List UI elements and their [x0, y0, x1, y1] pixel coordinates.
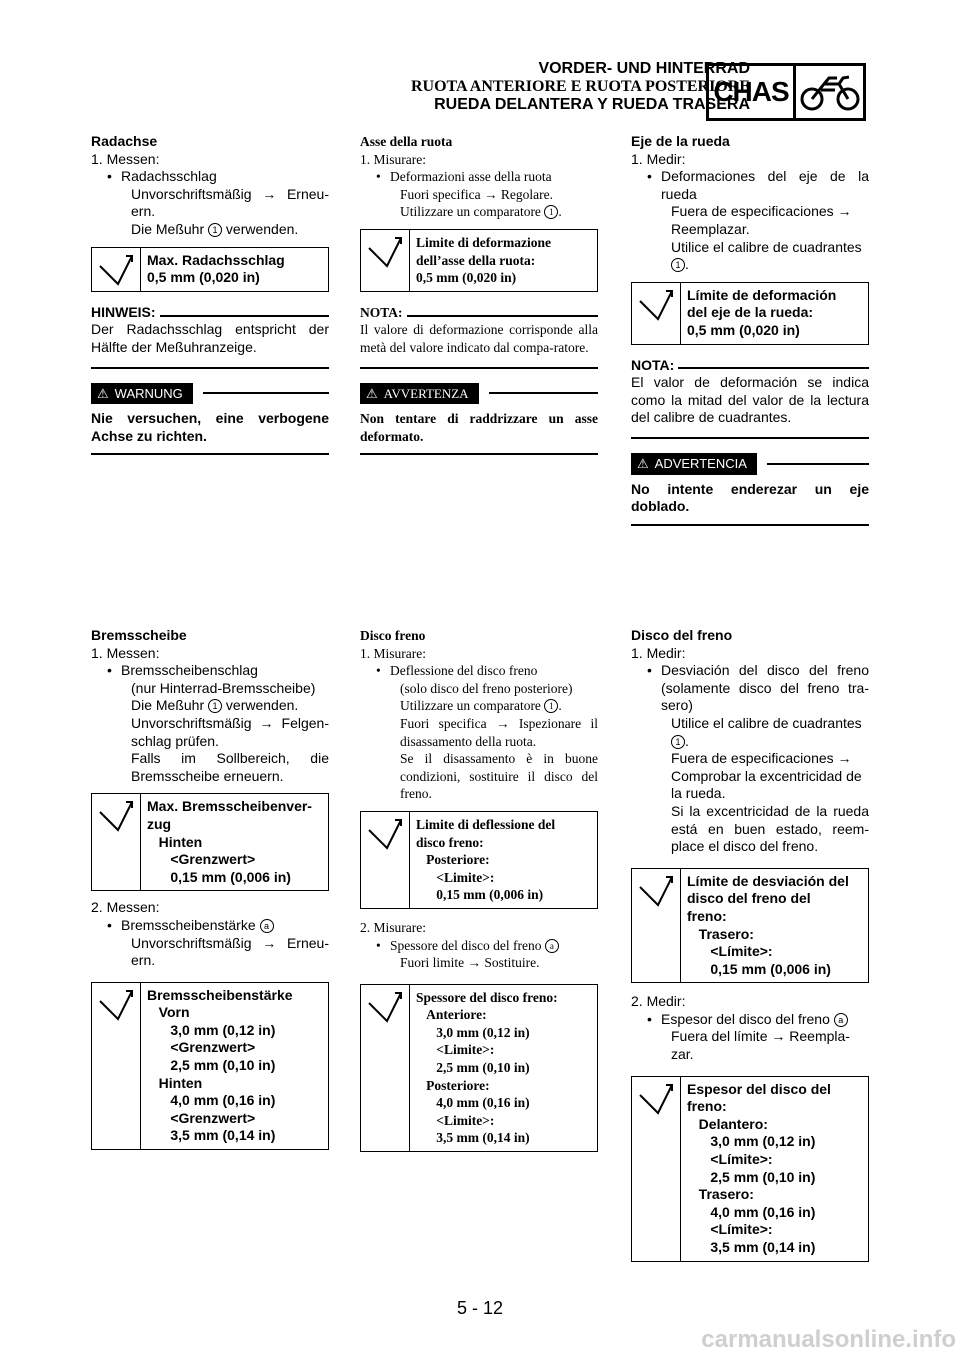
step-1: 1. Medir:	[631, 150, 686, 167]
section-tab	[706, 63, 866, 121]
instruction-text: Die Meßuhr 1 verwenden.	[131, 697, 299, 714]
step-1: 1. Misurare:	[360, 151, 426, 167]
warning-badge: ⚠ WARNUNG	[91, 383, 193, 405]
spec-text: Límite de deformación del eje de la rueda: 0,5 mm (0,020 in)	[687, 286, 837, 338]
instruction-text: Falls im Sollbereich, die Bremsscheibe erneuern.	[131, 750, 329, 784]
marker-1-icon: 1	[544, 205, 558, 219]
warning-icon: ⚠	[366, 385, 378, 401]
section-title: Asse della ruota	[360, 134, 453, 149]
instruction-text: Fuori limite → Sostituire.	[400, 955, 540, 971]
marker-a-icon: a	[260, 919, 274, 933]
spec-text: Bremsscheibenstärke Vorn 3,0 mm (0,12 in) <Grenzwert> 2,5 mm (0,10 in) Hinten 4,0 mm (0,16 in) <Grenzwert> 3,5 mm (0,14 in)	[147, 986, 293, 1144]
spec-text: Max. Radachsschlag 0,5 mm (0,020 in)	[147, 251, 285, 286]
warning-box	[631, 453, 869, 526]
warning-text: No intente enderezar un eje doblado.	[631, 475, 869, 526]
wrench-icon	[632, 1077, 681, 1261]
instruction-text: Utilizzare un comparatore 1 .	[400, 698, 562, 714]
warning-text: Nie versuchen, eine verbogene Achse zu richten.	[91, 404, 329, 455]
step-1: 1. Messen:	[91, 150, 160, 167]
wrench-icon	[92, 983, 141, 1149]
es-axle-section	[631, 133, 869, 526]
instruction-text-2: Utilizzare un comparatore 1 .	[400, 204, 562, 220]
instruction-text: Fuori specifica → Regolare.	[400, 186, 553, 202]
wrench-icon	[632, 869, 681, 983]
wrench-icon	[92, 248, 141, 291]
instruction-text: Unvorschriftsmäßig → Erneu-ern.	[131, 934, 329, 969]
instruction-text-2: Utilice el calibre de cuadrantes 1 .	[671, 238, 862, 273]
step-1: 1. Medir:	[631, 644, 686, 661]
it-brake-disc-section	[360, 627, 598, 1160]
wrench-icon	[361, 230, 410, 291]
instruction-text: (solo disco del freno posteriore)	[400, 680, 573, 696]
bullet-item: • Spessore del disco del freno a	[360, 937, 598, 955]
note-text: Il valore di deformazione corrisponde alla metà del valore indicato dal compa-ratore.	[360, 321, 598, 368]
section-title: Radachse	[91, 133, 158, 149]
section-title: Bremsscheibe	[91, 627, 187, 643]
motorcycle-icon	[793, 66, 863, 118]
instruction-text: Fuera de especificaciones → Comprobar la excentricidad de la rueda.	[671, 750, 862, 802]
spec-box	[91, 982, 329, 1150]
it-axle-section	[360, 133, 598, 455]
spec-text: Limite di deflessione del disco freno: Posteriore: <Limite>: 0,15 mm (0,006 in)	[416, 816, 556, 903]
instruction-text: (nur Hinterrad-Bremsscheibe)	[131, 679, 316, 696]
wrench-icon	[361, 985, 410, 1151]
spec-box	[91, 247, 329, 292]
spec-box	[91, 793, 329, 891]
de-axle-section	[91, 133, 329, 455]
instruction-text: Se il disassamento è in buone condizioni, sostituire il disco del freno.	[400, 751, 598, 802]
instruction-text: Fuori specifica → Ispezionare il disassamento della ruota.	[400, 715, 598, 749]
instruction-text: Fuera de especificaciones → Reemplazar.	[671, 203, 852, 237]
warning-badge: ⚠ ADVERTENCIA	[631, 453, 757, 475]
spec-box	[631, 282, 869, 345]
warning-box	[91, 383, 329, 456]
spec-box	[360, 811, 598, 909]
spec-text: Max. Bremsscheibenver- zug Hinten <Grenzwert> 0,15 mm (0,006 in)	[147, 798, 312, 885]
instruction-text: Fuera del límite → Reempla-zar.	[671, 1028, 850, 1063]
watermark: carmanualsonline.info	[701, 1326, 956, 1353]
bullet-item: • Deformaciones del eje de la rueda	[647, 168, 869, 202]
warning-icon: ⚠	[97, 385, 109, 401]
spec-text: Límite de desviación del disco del freno del freno: Trasero: <Límite>: 0,15 mm (0,006 in)	[687, 872, 849, 977]
section-title: Disco del freno	[631, 627, 733, 643]
bullet-item: • Bremsscheibenstärke a	[91, 917, 329, 935]
instruction-text: Unvorschriftsmäßig → Felgen-schlag prüfen.	[131, 714, 329, 749]
page-number: 5 - 12	[456, 1298, 504, 1318]
warning-badge: ⚠ AVVERTENZA	[360, 383, 479, 405]
marker-1-icon: 1	[671, 735, 685, 749]
marker-1-icon: 1	[208, 699, 222, 713]
step-2: 2. Medir:	[631, 993, 686, 1010]
spec-box	[631, 1076, 869, 1262]
spec-box	[360, 229, 598, 292]
bullet-item: • Deflessione del disco freno	[376, 663, 538, 679]
header-title-de: VORDER- UND HINTERRAD	[538, 60, 750, 77]
step-2: 2. Messen:	[91, 899, 160, 916]
note-heading: HINWEIS:	[91, 303, 156, 320]
section-title: Disco freno	[360, 628, 426, 643]
bullet-item: • Radachsschlag	[107, 168, 217, 185]
marker-1-icon: 1	[671, 258, 685, 272]
es-brake-disc-section	[631, 627, 869, 1270]
step-2: 2. Misurare:	[360, 919, 426, 935]
header-title-it: RUOTA ANTERIORE E RUOTA POSTERIORE	[410, 78, 750, 95]
section-title: Eje de la rueda	[631, 133, 730, 149]
note-box	[360, 304, 598, 369]
warning-box	[360, 383, 598, 456]
wrench-icon	[92, 794, 141, 890]
spec-text: Limite di deformazione dell’asse della ruota: 0,5 mm (0,020 in)	[416, 234, 551, 286]
note-text: El valor de deformación se indica como la mitad del valor de la lectura del calibre de cuadrantes.	[631, 374, 869, 439]
wrench-icon	[632, 283, 681, 344]
note-box	[91, 304, 329, 369]
instruction-text: Si la excentricidad de la rueda está en buen estado, reem-place el disco del freno.	[671, 802, 869, 855]
spec-text: Espesor del disco del freno: Delantero: 3,0 mm (0,12 in) <Límite>: 2,5 mm (0,10 in) Trasero: 4,0 mm (0,16 in) <Límite>: 3,5 mm (0,14 in)	[687, 1080, 831, 1255]
marker-1-icon: 1	[208, 223, 222, 237]
section-label: CHAS	[713, 76, 789, 107]
note-heading: NOTA:	[360, 304, 403, 320]
marker-a-icon: a	[545, 939, 559, 953]
bullet-item: • Bremsscheibenschlag	[107, 662, 258, 679]
marker-1-icon: 1	[544, 699, 558, 713]
step-1: 1. Misurare:	[360, 645, 426, 661]
wrench-icon	[361, 812, 410, 908]
bullet-item: • Espesor del disco del freno a	[631, 1011, 869, 1029]
bullet-item: • Desviación del disco del freno (solamente disco del freno tra-sero)	[647, 662, 869, 714]
spec-box	[631, 868, 869, 984]
header-title-es: RUEDA DELANTERA Y RUEDA TRASERA	[434, 96, 750, 113]
note-box	[631, 357, 869, 439]
bullet-item: • Deformazioni asse della ruota	[376, 169, 552, 185]
note-heading: NOTA:	[631, 356, 675, 373]
note-text: Der Radachsschlag entspricht der Hälfte der Meßuhranzeige.	[91, 321, 329, 368]
spec-box	[360, 984, 598, 1152]
spec-text: Spessore del disco freno: Anteriore: 3,0 mm (0,12 in) <Limite>: 2,5 mm (0,10 in) Posteriore: 4,0 mm (0,16 in) <Limite>: 3,5 mm (0,14 in)	[416, 989, 558, 1146]
instruction-text: Unvorschriftsmäßig → Erneu-ern.	[131, 185, 329, 220]
step-1: 1. Messen:	[91, 644, 160, 661]
instruction-text: Utilice el calibre de cuadrantes 1 .	[671, 714, 862, 749]
warning-icon: ⚠	[637, 455, 649, 471]
warning-text: Non tentare di raddrizzare un asse deformato.	[360, 404, 598, 455]
de-brake-disc-section	[91, 627, 329, 1158]
marker-a-icon: a	[834, 1013, 848, 1027]
instruction-text-2: Die Meßuhr 1 verwenden.	[131, 220, 299, 237]
